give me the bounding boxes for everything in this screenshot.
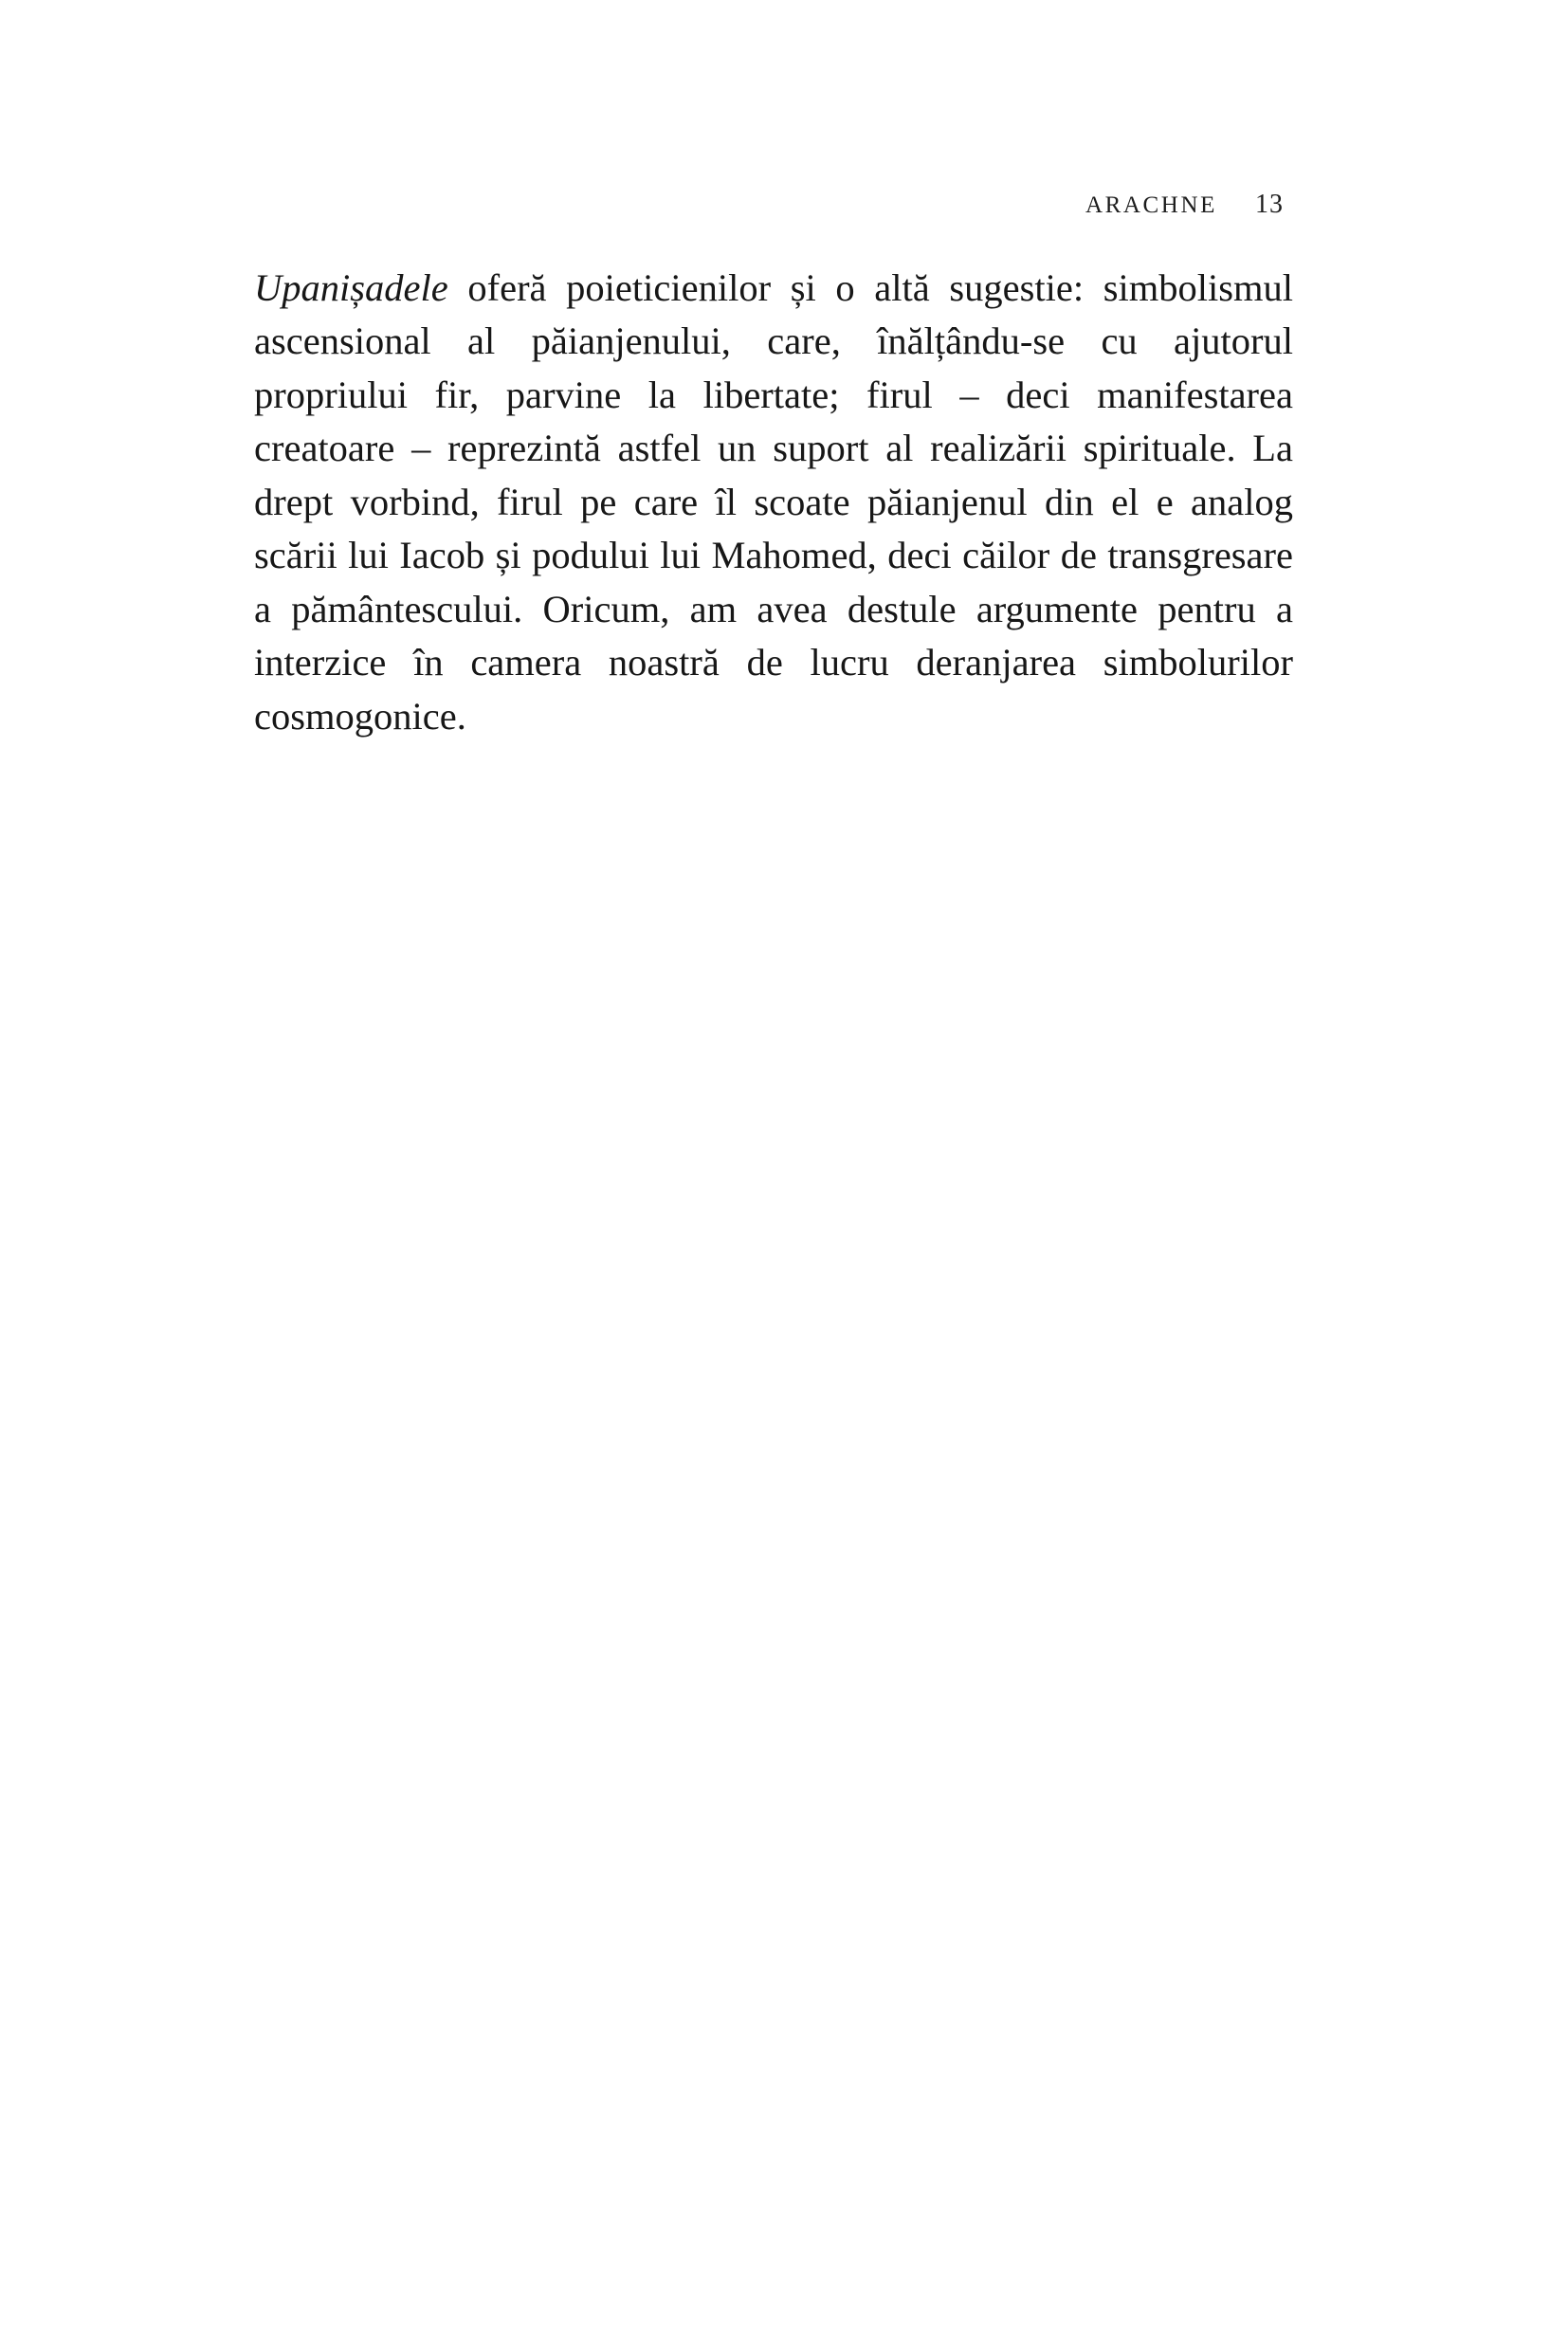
text-column bbox=[254, 190, 1293, 743]
italic-lead-word: Upanișadele bbox=[254, 266, 448, 309]
running-head bbox=[254, 190, 1293, 220]
paragraph-text: oferă poieticienilor și o altă sugestie: simbolismul ascensional al păianjenului, care, înălțându-se cu ajutorul propriului fir, parvine la libertate; firul – deci manifestarea creatoare – reprezintă astfel un suport al realizării spirituale. La drept vorbind, firul pe care îl scoate păianjenul din el e analog scării lui Iacob și podului lui Mahomed, deci căilor de transgresare a pământescului. Oricum, am avea destule argumente pentru a interzice în camera noastră de lucru deranjarea simbolurilor cosmogonice. bbox=[254, 266, 1293, 738]
body-paragraph bbox=[254, 262, 1293, 743]
running-head-title: ARACHNE bbox=[1085, 192, 1217, 218]
page-number: 13 bbox=[1255, 190, 1284, 219]
